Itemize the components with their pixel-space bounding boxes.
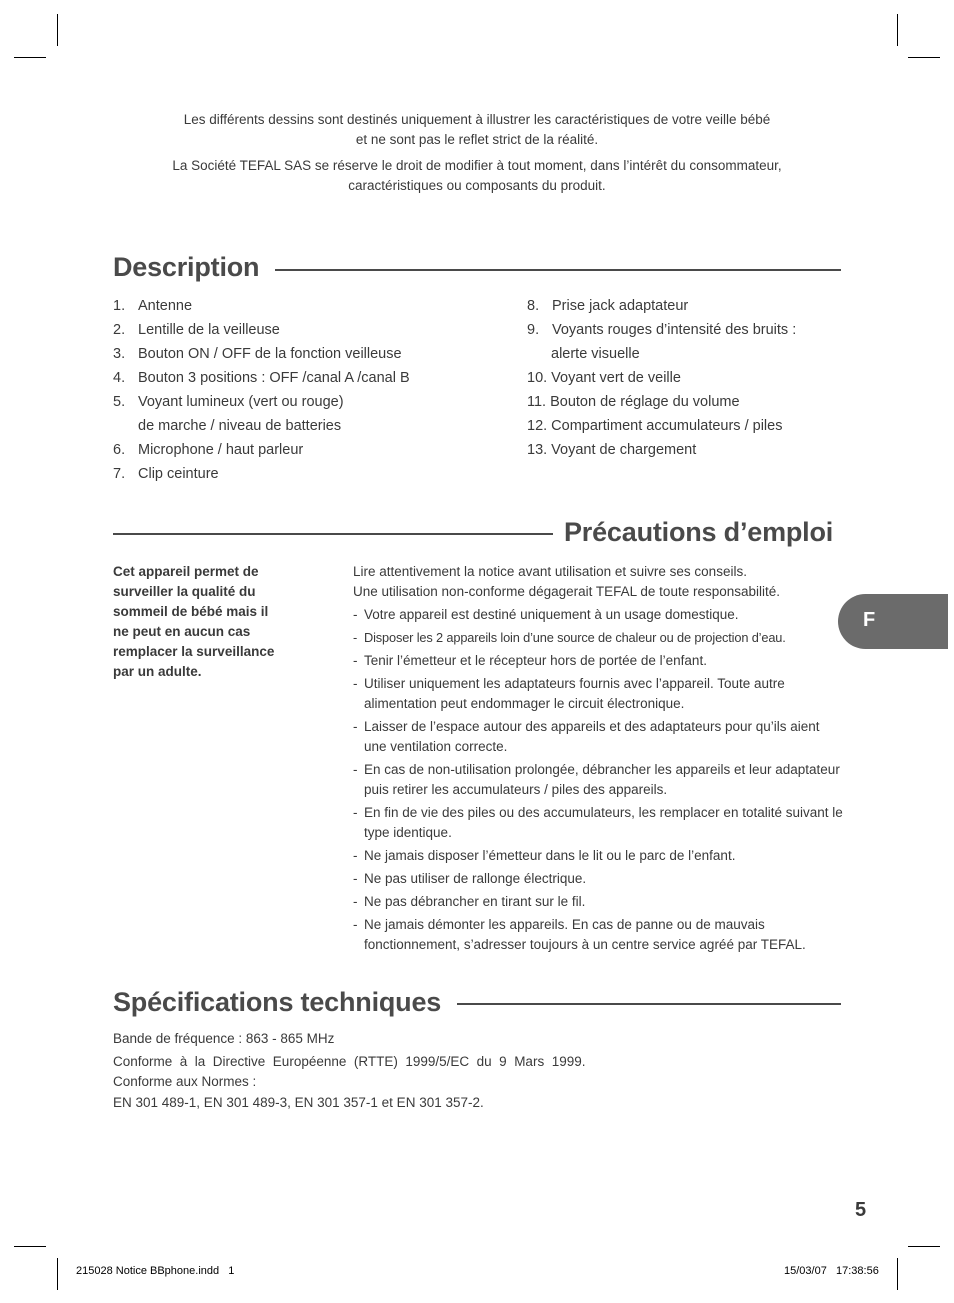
list-item: - Ne pas débrancher en tirant sur le fil. <box>353 894 586 909</box>
warning-line: Cet appareil permet de <box>113 564 259 579</box>
warning-line: remplacer la surveillance <box>113 644 275 659</box>
description-list-left <box>113 294 513 486</box>
intro-line: et ne sont pas le reflet strict de la réalité. <box>355 132 599 147</box>
spec-line: Conforme aux Normes : <box>113 1074 257 1089</box>
intro-disclaimer <box>114 110 840 150</box>
warning-line: par un adulte. <box>113 664 202 679</box>
list-item: 9. Voyants rouges d’intensité des bruits : <box>527 322 797 338</box>
list-item: 6. Microphone / haut parleur <box>113 442 304 458</box>
language-tab <box>838 594 948 649</box>
list-item: 1. Antenne <box>113 298 193 314</box>
precautions-rule <box>113 533 553 535</box>
warning-line: ne peut en aucun cas <box>113 624 251 639</box>
crop-mark <box>57 14 58 46</box>
precautions-intro: Lire attentivement la notice avant utilisation et suivre ses conseils. <box>353 564 747 579</box>
specifications-rule <box>457 1003 841 1005</box>
precautions-title: Précautions d’emploi <box>564 517 834 547</box>
precautions-body <box>353 562 843 958</box>
spec-line: Conforme à la Directive Européenne (RTTE) 1999/5/EC du 9 Mars 1999. <box>113 1054 586 1069</box>
list-item: - Laisser de l’espace autour des appareils et des adaptateurs pour qu’ils aient une ventilation correcte. <box>353 719 820 754</box>
list-item: - En fin de vie des piles ou des accumulateurs, les remplacer en totalité suivant le type identique. <box>353 805 843 840</box>
description-rule <box>275 269 841 271</box>
crop-mark <box>57 1258 58 1290</box>
list-item: 3. Bouton ON / OFF de la fonction veilleuse <box>113 346 402 362</box>
list-item: - Tenir l’émetteur et le récepteur hors de portée de l’enfant. <box>353 653 707 668</box>
list-item: 7. Clip ceinture <box>113 466 219 482</box>
list-item: - Votre appareil est destiné uniquement à un usage domestique. <box>353 607 739 622</box>
list-item: - Utiliser uniquement les adaptateurs fournis avec l’appareil. Toute autre alimentation peut endommager le circuit électronique. <box>353 676 785 711</box>
spec-line: EN 301 489-1, EN 301 489-3, EN 301 357-1 et EN 301 357-2. <box>113 1095 484 1110</box>
crop-mark <box>14 1246 46 1247</box>
precautions-list <box>353 605 843 955</box>
list-item: 2. Lentille de la veilleuse <box>113 322 280 338</box>
intro-line: Les différents dessins sont destinés uniquement à illustrer les caractéristiques de votre veille bébé <box>183 112 771 127</box>
description-title: Description <box>113 252 260 282</box>
footer-datetime: 15/03/07 17:38:56 <box>784 1265 879 1277</box>
list-item: - Ne jamais démonter les appareils. En cas de panne ou de mauvais fonctionnement, s’adresser toujours à un centre service agréé par TEFAL. <box>353 917 806 952</box>
warning-note <box>113 562 313 682</box>
warning-line: surveiller la qualité du <box>113 584 256 599</box>
list-item: - Ne jamais disposer l’émetteur dans le lit ou le parc de l’enfant. <box>353 848 736 863</box>
list-item: 10. Voyant vert de veille <box>527 370 681 386</box>
crop-mark <box>908 57 940 58</box>
intro-line: caractéristiques ou composants du produit. <box>348 178 606 193</box>
list-item: - Ne pas utiliser de rallonge électrique. <box>353 871 587 886</box>
description-list-right <box>527 294 847 462</box>
warning-line: sommeil de bébé mais il <box>113 604 269 619</box>
crop-mark <box>14 57 46 58</box>
intro-line: La Société TEFAL SAS se réserve le droit de modifier à tout moment, dans l’intérêt du consommateur, <box>172 158 782 173</box>
language-tab-label: F <box>863 609 876 631</box>
list-item: alerte visuelle <box>551 346 640 362</box>
intro-rights <box>114 156 840 196</box>
crop-mark <box>908 1246 940 1247</box>
list-item: 13. Voyant de chargement <box>527 442 697 458</box>
list-item: - En cas de non-utilisation prolongée, débrancher les appareils et leur adaptateur puis retirer les accumulateurs / piles des appareils. <box>353 762 840 797</box>
list-item: 5. Voyant lumineux (vert ou rouge) <box>113 394 344 410</box>
spec-line: Bande de fréquence : 863 - 865 MHz <box>113 1031 335 1046</box>
list-item: 8. Prise jack adaptateur <box>527 298 689 314</box>
crop-mark <box>897 14 898 46</box>
list-item: - Disposer les 2 appareils loin d’une source de chaleur ou de projection d’eau. <box>353 630 786 645</box>
list-item: 12. Compartiment accumulateurs / piles <box>527 418 783 434</box>
list-item: 11. Bouton de réglage du volume <box>527 394 740 410</box>
list-item: de marche / niveau de batteries <box>138 418 342 434</box>
footer-filename: 215028 Notice BBphone.indd 1 <box>76 1265 235 1277</box>
precautions-intro: Une utilisation non-conforme dégagerait TEFAL de toute responsabilité. <box>353 584 781 599</box>
list-item: 4. Bouton 3 positions : OFF /canal A /canal B <box>113 370 410 386</box>
page-number: 5 <box>855 1199 867 1221</box>
specifications-title: Spécifications techniques <box>113 987 442 1017</box>
crop-mark <box>897 1258 898 1290</box>
